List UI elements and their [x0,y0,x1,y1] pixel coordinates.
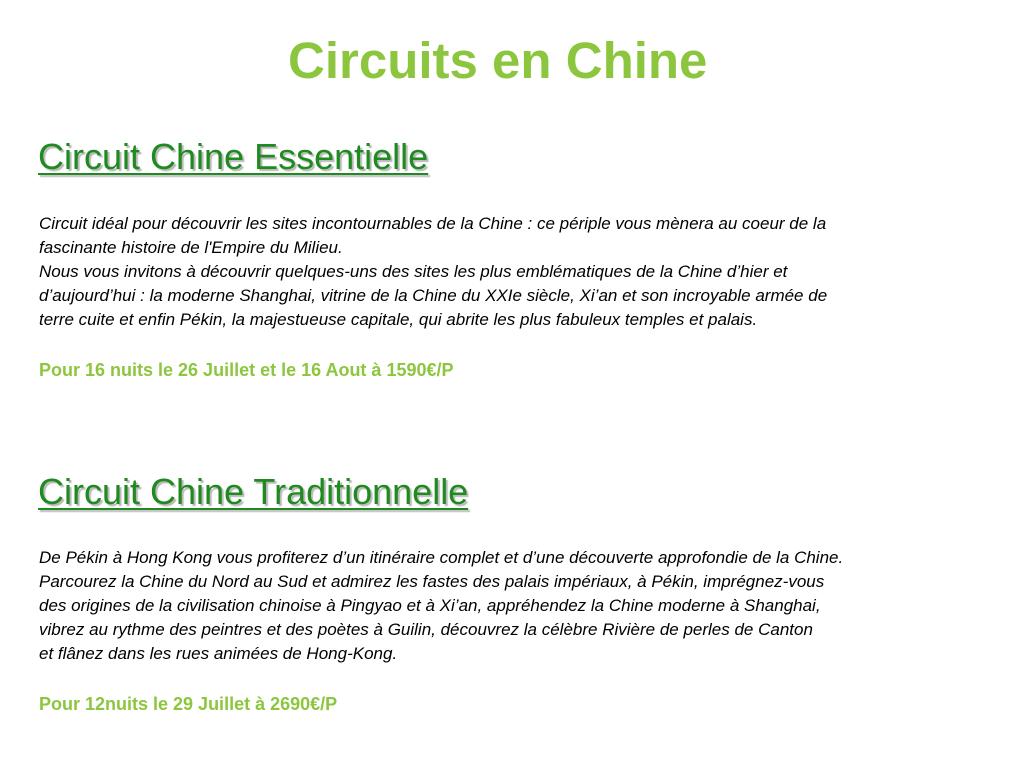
circuit-traditionnelle-price: Pour 12nuits le 29 Juillet à 2690€/P [39,694,338,714]
description-line: terre cuite et enfin Pékin, la majestueuse capitale, qui abrite les plus fabuleux temples et palais. [39,310,758,329]
description-line: Nous vous invitons à découvrir quelques-uns des sites les plus emblématiques de la Chine d’hier et [39,262,788,281]
circuit-essentielle-description [39,212,999,332]
circuit-traditionnelle-description [39,546,999,666]
description-line: De Pékin à Hong Kong vous profiterez d’un itinéraire complet et d’une découverte approfondie de la Chine. [39,548,844,567]
description-line: d’aujourd’hui : la moderne Shanghai, vitrine de la Chine du XXIe siècle, Xi’an et son incroyable armée de [39,286,828,305]
description-line: vibrez au rythme des peintres et des poètes à Guilin, découvrez la célèbre Rivière de perles de Canton [39,620,813,639]
description-line: Circuit idéal pour découvrir les sites incontournables de la Chine : ce périple vous mènera au coeur de la [39,214,827,233]
description-line: fascinante histoire de l'Empire du Milieu. [39,238,343,257]
circuit-essentielle-link[interactable]: Circuit Chine Essentielle [38,136,429,177]
description-line: des origines de la civilisation chinoise à Pingyao et à Xi’an, appréhendez la Chine moderne à Shanghai, [39,596,821,615]
description-line: Parcourez la Chine du Nord au Sud et admirez les fastes des palais impériaux, à Pékin, imprégnez-vous [39,572,825,591]
description-line: et flânez dans les rues animées de Hong-Kong. [39,644,398,663]
circuit-essentielle-price: Pour 16 nuits le 26 Juillet et le 16 Aout à 1590€/P [39,360,454,380]
circuit-traditionnelle-link[interactable]: Circuit Chine Traditionnelle [38,471,469,512]
page-title: Circuits en Chine [288,32,708,89]
